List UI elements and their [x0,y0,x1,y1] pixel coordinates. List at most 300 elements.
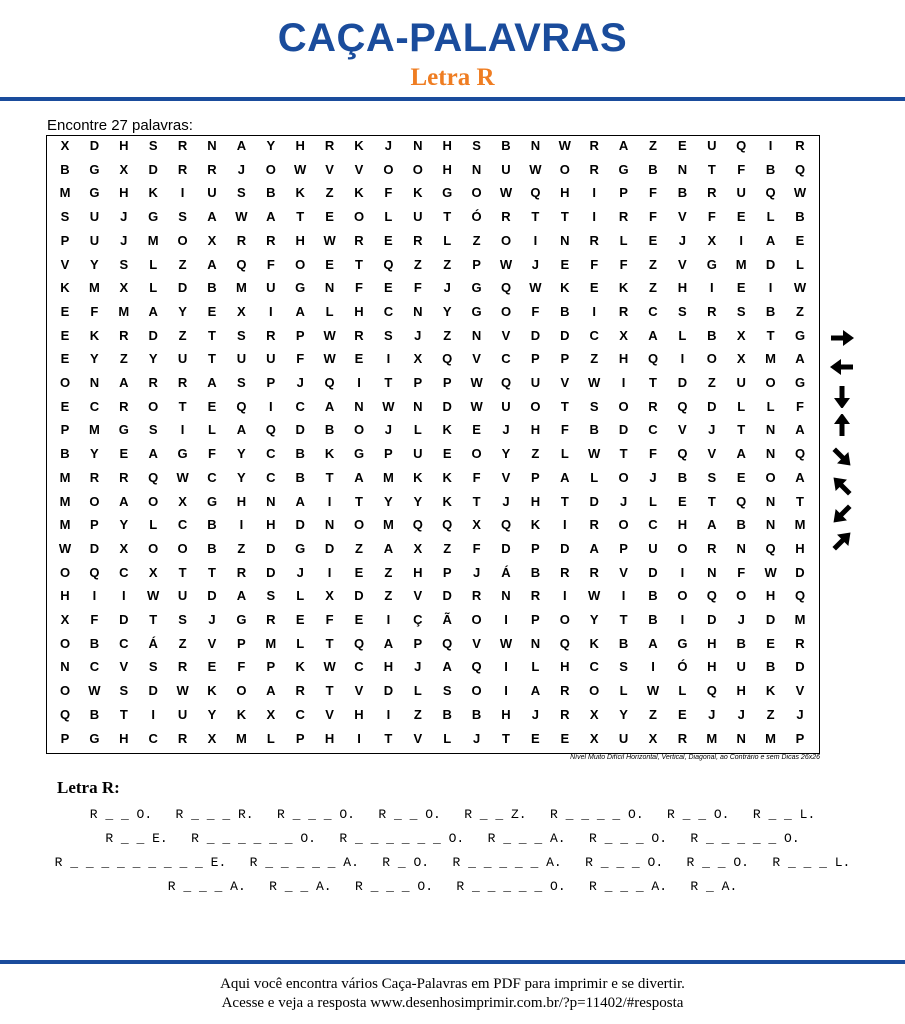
grid-cell[interactable]: E [766,635,775,651]
grid-cell[interactable]: V [119,659,129,675]
grid-cell[interactable]: R [795,138,805,153]
grid-cell[interactable]: C [148,730,158,746]
grid-cell[interactable]: I [386,612,391,627]
grid-cell[interactable]: A [119,493,129,509]
grid-cell[interactable]: H [354,706,364,722]
grid-cell[interactable]: X [178,493,187,509]
grid-cell[interactable]: F [384,185,393,201]
grid-cell[interactable]: D [148,683,158,699]
grid-cell[interactable]: L [266,730,275,746]
grid-cell[interactable]: O [177,232,188,248]
grid-cell[interactable]: D [119,612,129,627]
grid-cell[interactable]: H [119,730,129,746]
grid-cell[interactable]: Y [119,517,129,533]
grid-cell[interactable]: X [207,232,217,248]
grid-cell[interactable]: M [59,517,71,533]
grid-cell[interactable]: R [707,185,717,201]
grid-cell[interactable]: D [266,540,276,556]
grid-cell[interactable]: Z [413,256,422,272]
grid-cell[interactable]: I [151,706,155,722]
grid-cell[interactable]: A [295,493,305,509]
grid-cell[interactable]: C [177,517,188,533]
grid-cell[interactable]: E [678,706,687,722]
grid-cell[interactable]: Q [265,422,276,438]
grid-cell[interactable]: R [148,375,158,390]
grid-cell[interactable]: M [88,422,100,438]
grid-cell[interactable]: B [677,469,688,485]
grid-cell[interactable]: I [386,351,391,367]
grid-cell[interactable]: R [119,469,129,485]
grid-cell[interactable]: F [649,209,657,225]
grid-cell[interactable]: L [737,398,746,414]
grid-cell[interactable]: O [383,161,394,177]
grid-cell[interactable]: K [354,185,364,201]
grid-cell[interactable]: D [589,493,599,509]
grid-cell[interactable]: C [648,303,658,319]
grid-cell[interactable]: Q [148,469,159,485]
grid-cell[interactable]: Y [207,706,217,722]
grid-cell[interactable]: L [149,256,158,272]
grid-cell[interactable]: F [413,280,422,296]
grid-cell[interactable]: J [531,256,539,272]
grid-cell[interactable]: I [621,375,626,390]
grid-cell[interactable]: E [736,280,746,296]
grid-cell[interactable]: V [207,635,217,651]
grid-cell[interactable]: W [323,659,336,675]
grid-cell[interactable]: J [737,706,745,722]
grid-cell[interactable]: D [442,588,452,604]
grid-cell[interactable]: R [177,659,188,675]
grid-cell[interactable]: D [530,327,541,343]
grid-cell[interactable]: B [765,659,776,675]
grid-cell[interactable]: K [560,280,570,296]
grid-cell[interactable]: N [530,635,541,651]
grid-cell[interactable]: V [678,422,687,438]
grid-cell[interactable]: W [176,469,189,485]
grid-cell[interactable]: X [413,351,423,367]
grid-cell[interactable]: M [265,635,277,651]
grid-cell[interactable]: P [413,635,423,651]
grid-cell[interactable]: N [60,659,70,675]
grid-cell[interactable]: T [355,493,363,509]
grid-cell[interactable]: W [323,351,336,367]
grid-cell[interactable]: O [618,517,629,533]
grid-cell[interactable]: Y [619,706,628,722]
grid-cell[interactable]: L [678,327,687,343]
grid-cell[interactable]: R [471,588,482,604]
grid-cell[interactable]: J [619,493,628,509]
grid-cell[interactable]: R [589,138,599,153]
grid-cell[interactable]: V [678,209,687,225]
grid-cell[interactable]: F [266,256,275,272]
grid-cell[interactable]: K [295,185,305,201]
grid-cell[interactable]: Ó [471,209,482,225]
grid-cell[interactable]: Z [649,138,657,153]
grid-cell[interactable]: W [558,138,571,153]
grid-cell[interactable]: O [59,635,71,651]
grid-cell[interactable]: O [677,588,688,604]
grid-cell[interactable]: X [619,327,628,343]
grid-cell[interactable]: P [413,375,423,390]
grid-cell[interactable]: Q [442,635,453,651]
grid-cell[interactable]: P [442,375,452,390]
grid-cell[interactable]: R [207,161,217,177]
grid-cell[interactable]: K [207,683,217,699]
grid-cell[interactable]: O [765,375,776,390]
grid-cell[interactable]: B [501,138,511,153]
grid-cell[interactable]: T [384,730,393,746]
grid-cell[interactable]: A [207,256,217,272]
grid-cell[interactable]: J [414,327,422,343]
grid-cell[interactable]: T [737,422,746,438]
grid-cell[interactable]: R [677,730,688,746]
grid-cell[interactable]: S [619,659,628,675]
grid-cell[interactable]: I [562,517,567,533]
grid-cell[interactable]: V [413,730,423,746]
grid-cell[interactable]: Q [412,517,423,533]
grid-cell[interactable]: J [384,138,392,153]
grid-cell[interactable]: A [560,469,570,485]
grid-cell[interactable]: F [90,303,99,319]
grid-cell[interactable]: H [60,588,70,604]
grid-cell[interactable]: W [294,161,307,177]
grid-cell[interactable]: Q [530,185,541,201]
grid-cell[interactable]: H [413,564,423,580]
grid-cell[interactable]: N [736,540,746,556]
grid-cell[interactable]: Q [559,635,570,651]
grid-cell[interactable]: P [237,635,246,651]
grid-cell[interactable]: C [383,303,394,319]
grid-cell[interactable]: U [266,351,276,367]
grid-cell[interactable]: G [353,446,365,462]
grid-cell[interactable]: C [589,327,599,343]
grid-cell[interactable]: I [709,280,714,296]
grid-cell[interactable]: R [530,588,541,604]
grid-cell[interactable]: G [206,493,218,509]
grid-cell[interactable]: D [648,564,658,580]
grid-cell[interactable]: A [795,422,805,438]
grid-cell[interactable]: J [296,375,304,390]
grid-cell[interactable]: A [795,469,805,485]
grid-cell[interactable]: S [178,612,187,627]
grid-cell[interactable]: Z [590,351,599,367]
grid-cell[interactable]: X [589,730,599,746]
grid-cell[interactable]: L [296,635,305,651]
grid-cell[interactable]: X [589,706,599,722]
grid-cell[interactable]: Q [500,517,512,533]
grid-cell[interactable]: A [648,635,658,651]
grid-cell[interactable]: W [499,256,513,272]
grid-cell[interactable]: Q [677,398,688,414]
grid-cell[interactable]: Z [355,540,363,556]
grid-cell[interactable]: V [354,683,364,699]
grid-cell[interactable]: O [177,540,188,556]
grid-cell[interactable]: T [325,469,334,485]
grid-cell[interactable]: X [119,540,129,556]
grid-cell[interactable]: R [795,635,805,651]
grid-cell[interactable]: F [296,351,305,367]
grid-cell[interactable]: P [619,540,628,556]
grid-cell[interactable]: Z [119,351,128,367]
grid-cell[interactable]: O [677,540,688,556]
grid-cell[interactable]: B [765,161,776,177]
grid-cell[interactable]: T [502,730,510,746]
footer-link-text[interactable]: Acesse e veja a resposta www.desenhosimprimir.com.br/?p=11402/#resposta [221,995,684,1011]
grid-cell[interactable]: Z [649,280,657,296]
grid-cell[interactable]: L [413,422,422,438]
grid-cell[interactable]: I [121,588,126,604]
grid-cell[interactable]: F [649,446,657,462]
grid-cell[interactable]: O [265,161,276,177]
grid-cell[interactable]: L [619,232,628,248]
grid-cell[interactable]: Y [384,493,393,509]
grid-cell[interactable]: X [207,730,217,746]
grid-cell[interactable]: E [678,138,687,153]
grid-cell[interactable]: Z [531,446,540,462]
grid-cell[interactable]: K [765,683,776,699]
grid-cell[interactable]: S [678,303,687,319]
grid-cell[interactable]: T [325,683,334,699]
grid-cell[interactable]: K [589,635,599,651]
grid-cell[interactable]: H [324,730,335,746]
grid-cell[interactable]: F [590,256,599,272]
grid-cell[interactable]: A [148,303,158,319]
grid-cell[interactable]: P [442,564,452,580]
grid-cell[interactable]: V [472,635,481,651]
grid-cell[interactable]: K [324,446,335,462]
grid-cell[interactable]: A [236,422,247,438]
grid-cell[interactable]: V [560,375,570,390]
grid-cell[interactable]: T [707,493,716,509]
grid-cell[interactable]: A [707,517,717,533]
grid-cell[interactable]: Q [647,351,659,367]
grid-cell[interactable]: M [794,612,806,627]
grid-cell[interactable]: C [501,351,511,367]
grid-cell[interactable]: D [707,398,717,414]
grid-cell[interactable]: G [295,540,306,556]
grid-cell[interactable]: F [472,469,481,485]
grid-cell[interactable]: R [413,232,423,248]
grid-cell[interactable]: J [384,422,392,438]
grid-cell[interactable]: E [207,659,217,675]
grid-cell[interactable]: Y [501,446,511,462]
grid-cell[interactable]: A [236,138,247,153]
grid-cell[interactable]: Y [148,351,158,367]
grid-cell[interactable]: I [680,564,685,580]
grid-cell[interactable]: T [355,256,363,272]
grid-cell[interactable]: D [765,256,776,272]
grid-cell[interactable]: X [648,730,658,746]
grid-cell[interactable]: Y [413,493,423,509]
grid-cell[interactable]: X [266,706,276,722]
grid-cell[interactable]: R [177,161,188,177]
grid-cell[interactable]: S [119,683,129,699]
grid-cell[interactable]: R [618,303,629,319]
grid-cell[interactable]: T [796,493,804,509]
grid-cell[interactable]: A [266,209,276,225]
grid-cell[interactable]: R [177,375,188,390]
grid-cell[interactable]: N [413,398,423,414]
grid-cell[interactable]: L [384,209,393,225]
grid-cell[interactable]: E [207,398,217,414]
grid-cell[interactable]: B [89,635,100,651]
grid-cell[interactable]: C [89,659,100,675]
grid-cell[interactable]: D [442,398,452,414]
grid-cell[interactable]: H [618,351,629,367]
grid-cell[interactable]: J [237,161,245,177]
grid-cell[interactable]: O [589,683,600,699]
grid-cell[interactable]: F [619,256,628,272]
grid-cell[interactable]: V [354,161,364,177]
grid-cell[interactable]: Q [59,706,71,722]
grid-cell[interactable]: R [266,327,276,343]
grid-cell[interactable]: Q [765,540,776,556]
grid-cell[interactable]: D [177,280,188,296]
grid-cell[interactable]: Z [766,706,775,722]
grid-cell[interactable]: D [383,683,394,699]
grid-cell[interactable]: R [648,398,658,414]
grid-cell[interactable]: X [60,138,70,153]
grid-cell[interactable]: X [413,540,423,556]
grid-cell[interactable]: K [442,493,452,509]
grid-cell[interactable]: Z [384,564,393,580]
grid-cell[interactable]: V [707,446,717,462]
grid-cell[interactable]: U [413,446,423,462]
grid-cell[interactable]: K [530,517,541,533]
grid-cell[interactable]: Z [178,256,187,272]
grid-cell[interactable]: U [501,398,511,414]
grid-cell[interactable]: T [649,375,657,390]
grid-cell[interactable]: C [589,659,599,675]
grid-cell[interactable]: V [501,469,511,485]
grid-cell[interactable]: D [560,540,570,556]
grid-cell[interactable]: W [529,280,542,296]
grid-cell[interactable]: W [793,280,807,296]
grid-cell[interactable]: D [148,161,158,177]
grid-cell[interactable]: X [736,327,746,343]
grid-cell[interactable]: N [266,493,276,509]
grid-cell[interactable]: N [707,564,717,580]
grid-cell[interactable]: K [442,469,452,485]
grid-cell[interactable]: R [89,469,100,485]
grid-cell[interactable]: M [794,517,806,533]
grid-cell[interactable]: U [177,588,188,604]
grid-cell[interactable]: I [680,612,685,627]
grid-cell[interactable]: D [266,564,276,580]
grid-cell[interactable]: V [472,351,481,367]
grid-cell[interactable]: H [442,138,452,153]
grid-cell[interactable]: E [589,280,599,296]
grid-cell[interactable]: R [589,232,599,248]
grid-cell[interactable]: Q [677,446,688,462]
grid-cell[interactable]: U [501,161,511,177]
grid-cell[interactable]: V [501,327,511,343]
grid-cell[interactable]: U [736,185,746,201]
grid-cell[interactable]: O [59,683,71,699]
grid-cell[interactable]: W [764,564,777,580]
grid-cell[interactable]: T [178,398,187,414]
grid-cell[interactable]: M [706,730,718,746]
grid-cell[interactable]: U [266,280,276,296]
grid-cell[interactable]: K [442,422,452,438]
grid-cell[interactable]: O [471,612,482,627]
grid-cell[interactable]: V [325,706,334,722]
grid-cell[interactable]: O [706,351,717,367]
grid-cell[interactable]: Y [90,256,99,272]
grid-cell[interactable]: E [736,469,746,485]
grid-cell[interactable]: G [148,209,159,225]
grid-cell[interactable]: E [354,564,364,580]
grid-cell[interactable]: O [412,161,423,177]
grid-cell[interactable]: P [795,730,805,746]
grid-cell[interactable]: N [324,517,335,533]
grid-cell[interactable]: R [324,138,335,153]
grid-cell[interactable]: S [589,398,599,414]
grid-cell[interactable]: P [619,185,628,201]
grid-cell[interactable]: D [324,540,335,556]
grid-cell[interactable]: L [149,280,158,296]
grid-cell[interactable]: S [148,659,158,675]
grid-cell[interactable]: J [502,422,510,438]
grid-cell[interactable]: O [618,398,629,414]
grid-cell[interactable]: T [208,327,216,343]
grid-cell[interactable]: B [442,706,452,722]
grid-cell[interactable]: E [648,232,658,248]
grid-cell[interactable]: M [59,469,71,485]
grid-cell[interactable]: M [382,517,394,533]
grid-cell[interactable]: H [530,422,541,438]
grid-cell[interactable]: F [355,280,363,296]
grid-cell[interactable]: R [618,209,629,225]
grid-cell[interactable]: W [176,683,189,699]
grid-cell[interactable]: I [504,659,508,675]
grid-cell[interactable]: K [295,659,305,675]
grid-cell[interactable]: B [295,469,305,485]
grid-cell[interactable]: T [560,209,569,225]
grid-cell[interactable]: L [766,398,775,414]
grid-cell[interactable]: M [765,351,777,367]
grid-cell[interactable]: L [149,517,158,533]
grid-cell[interactable]: J [472,730,481,746]
grid-cell[interactable]: D [618,422,629,438]
grid-cell[interactable]: P [531,612,540,627]
grid-cell[interactable]: M [147,232,159,248]
grid-cell[interactable]: I [621,588,626,604]
grid-cell[interactable]: E [472,422,481,438]
grid-cell[interactable]: U [207,185,217,201]
grid-cell[interactable]: M [735,256,747,272]
grid-cell[interactable]: V [678,256,687,272]
grid-cell[interactable]: I [592,303,596,319]
grid-cell[interactable]: A [295,303,305,319]
grid-cell[interactable]: S [736,303,746,319]
grid-cell[interactable]: Z [178,635,187,651]
grid-cell[interactable]: I [268,398,273,414]
grid-cell[interactable]: L [208,422,216,438]
grid-cell[interactable]: B [618,635,629,651]
grid-cell[interactable]: E [295,612,305,627]
grid-cell[interactable]: M [88,280,100,296]
grid-cell[interactable]: T [208,564,216,580]
grid-cell[interactable]: Y [589,612,599,627]
grid-cell[interactable]: Z [178,327,187,343]
grid-cell[interactable]: R [707,303,717,319]
grid-cell[interactable]: N [471,161,482,177]
grid-cell[interactable]: F [208,446,216,462]
grid-cell[interactable]: M [59,493,71,509]
grid-cell[interactable]: Q [442,351,453,367]
grid-cell[interactable]: M [59,185,71,201]
